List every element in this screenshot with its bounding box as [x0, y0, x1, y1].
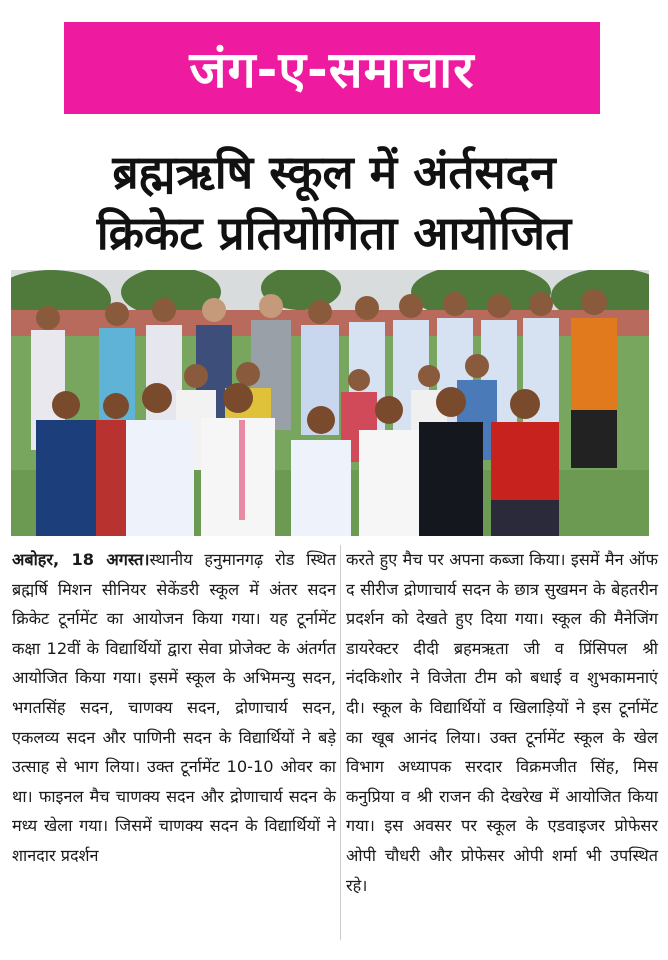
masthead-title: जंग-ए-समाचार [189, 41, 475, 99]
article-column-right [346, 545, 658, 900]
masthead-banner [64, 22, 600, 114]
dateline: अबोहर, 18 अगस्त। [12, 550, 150, 569]
headline-line-1: ब्रह्मऋषि स्कूल में अंर्तसदन [112, 145, 556, 199]
article-body-right: करते हुए मैच पर अपना कब्जा किया। इसमें मैन ऑफ द सीरीज द्रोणाचार्य सदन के छात्र सुखमन के बेहतरीन प्रदर्शन को देखते हुए दिया गया। स्कूल की मैनेजिंग डायरेक्टर दीदी ब्रहमऋता जी व प्रिंसिपल श्री नंदकिशोर ने विजेता टीम को बधाई व शुभकामनाएं दी। स्कूल के विद्यार्थियों व खिलाड़ियों ने इस टूर्नामेंट का खूब आनंद लिया। उक्त टूर्नामेंट स्कूल के खेल विभाग अध्यापक सरदार विक्रमजीत सिंह, मिस कनुप्रिया व श्री राजन की देखरेख में आयोजित किया गया। इस अवसर पर स्कूल के एडवाइजर प्रोफेसर ओपी चौधरी और प्रोफेसर ओपी शर्मा भी उपस्थित रहे। [346, 550, 658, 895]
column-divider [340, 545, 341, 940]
group-photo [11, 270, 649, 536]
headline-line-2: क्रिकेट प्रतियोगिता आयोजित [96, 206, 572, 260]
article-column-left [12, 545, 336, 871]
article-body-left: स्थानीय हनुमानगढ़ रोड स्थित ब्रह्मर्षि मिशन सीनियर सेकेंडरी स्कूल में अंतर सदन क्रिकेट टूर्नामेंट का आयोजन किया गया। यह टूर्नामेंट कक्षा 12वीं के विद्यार्थियों द्वारा सेवा प्रोजेक्ट के अंतर्गत आयोजित किया गया। इसमें स्कूल के अभिमन्यु सदन, भगतसिंह सदन, चाणक्य सदन, द्रोणाचार्य सदन, एकलव्य सदन और पाणिनी सदन के विद्यार्थियों ने बड़े उत्साह से भाग लिया। उक्त टूर्नामेंट 10-10 ओवर का था। फाइनल मैच चाणक्य सदन और द्रोणाचार्य सदन के मध्य खेला गया। जिसमें चाणक्य सदन के विद्यार्थियों ने शानदार प्रदर्शन [12, 550, 336, 865]
